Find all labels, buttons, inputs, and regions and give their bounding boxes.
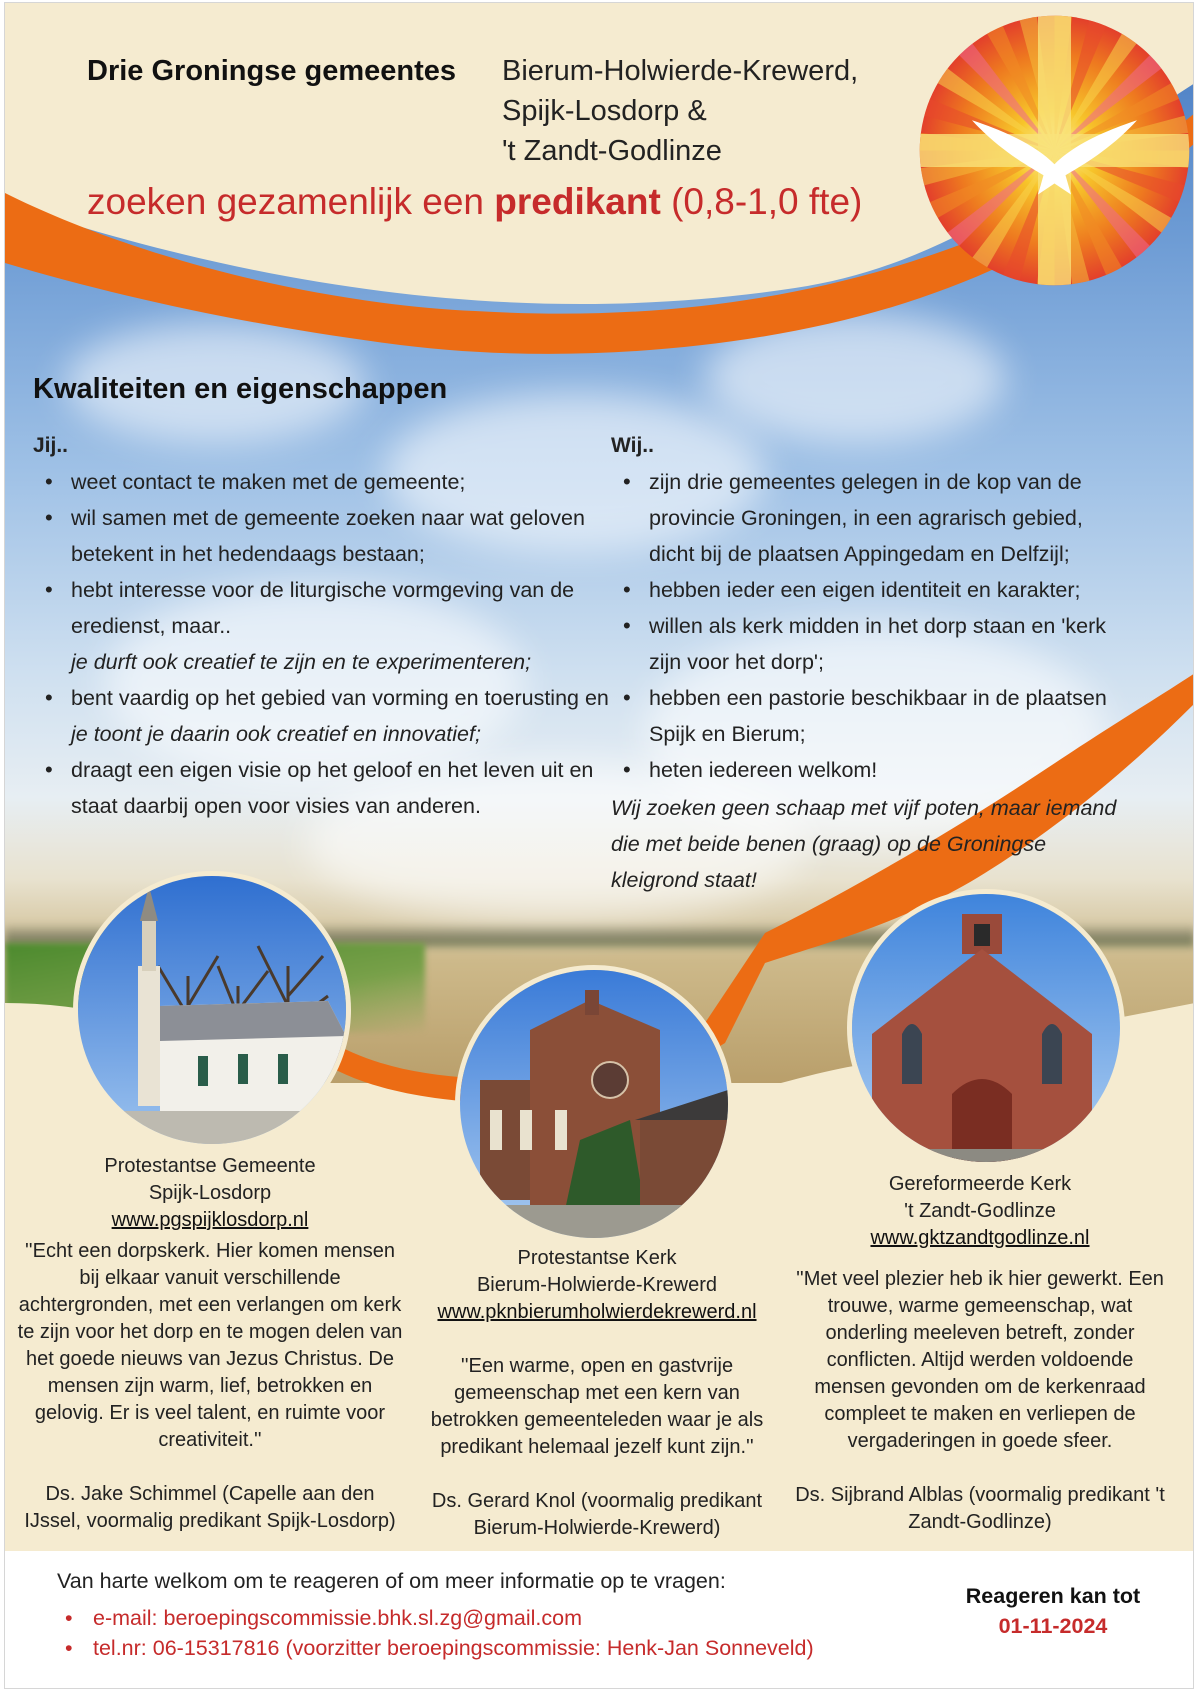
headline-bold: predikant <box>494 181 661 222</box>
qualities-title: Kwaliteiten en eigenschappen <box>33 373 448 405</box>
contact-email[interactable]: • e-mail: beroepingscommissie.bhk.sl.zg@gmail.com <box>63 1603 814 1633</box>
church-photo-spijk <box>73 871 351 1149</box>
you-list-cont <box>33 680 613 716</box>
footer <box>5 1551 1194 1689</box>
church-name-line2: 't Zandt-Godlinze <box>904 1200 1056 1222</box>
church-block-zandt <box>795 1171 1165 1536</box>
header-congregation-2: Spijk-Losdorp & <box>502 95 707 127</box>
headline-end: (0,8-1,0 fte) <box>660 181 863 222</box>
church-website-link[interactable]: www.gktzandtgodlinze.nl <box>870 1227 1090 1249</box>
pkn-dove-cross-logo-icon <box>917 13 1192 288</box>
church-block-spijk <box>15 1153 405 1535</box>
list-item: • hebben ieder een eigen identiteit en karakter; <box>611 572 1131 608</box>
header-intro: Drie Groningse gemeentes <box>87 55 457 87</box>
church-quote: ''Echt een dorpskerk. Hier komen mensen bij elkaar vanuit verschillende achtergronden, met een verlangen om kerk te zijn voor het dorp en te mogen delen van het goede nieuws van Jezus Christus. De mensen zijn warm, lief, betrokken en gelovig. Er is veel talent, en ruimte voor creativiteit.'' <box>17 1240 403 1451</box>
church-quote-author: Ds. Sijbrand Alblas (voormalig predikant 't Zandt-Godlinze) <box>795 1484 1165 1533</box>
church-block-bierum <box>412 1245 782 1542</box>
contact-list <box>63 1603 814 1663</box>
you-column <box>33 428 613 824</box>
church-website-link[interactable]: www.pgspijklosdorp.nl <box>111 1209 309 1231</box>
church-quote: ''Met veel plezier heb ik hier gewerkt. Een trouwe, warme gemeenschap, wat onderling meeleven betreft, zonder conflicten. Altijd werden voldoende mensen gevonden om de kerkenraad compleet te maken en verliepen de vergaderingen in goede sfeer. <box>796 1268 1164 1452</box>
headline-start: zoeken gezamenlijk een <box>87 181 495 222</box>
you-list <box>33 464 613 644</box>
flyer-page <box>4 2 1194 1689</box>
headline <box>87 181 862 223</box>
contact-phone[interactable]: • tel.nr: 06-15317816 (voorzitter beroepingscommissie: Henk-Jan Sonneveld) <box>63 1633 814 1663</box>
we-lead: Wij.. <box>611 434 654 457</box>
list-item: • zijn drie gemeentes gelegen in de kop van de provincie Groningen, in een agrarisch gebied, dicht bij de plaatsen Appingedam en Delfzijl; <box>611 464 1131 572</box>
header-congregation-1: Bierum-Holwierde-Krewerd, <box>502 55 859 87</box>
list-item: • heten iedereen welkom! <box>611 752 1131 788</box>
church-quote-author: Ds. Jake Schimmel (Capelle aan den IJssel, voormalig predikant Spijk-Losdorp) <box>24 1483 396 1532</box>
church-name-line1: Protestantse Kerk <box>517 1247 677 1269</box>
list-item: • hebt interesse voor de liturgische vormgeving van de eredienst, maar.. <box>33 572 613 644</box>
church-quote-author: Ds. Gerard Knol (voormalig predikant Bierum-Holwierde-Krewerd) <box>431 1490 763 1539</box>
closing-statement: Wij zoeken geen schaap met vijf poten, maar iemand die met beide benen (graag) op de Groningse kleigrond staat! <box>611 796 1117 892</box>
italic-note: je toont je daarin ook creatief en innovatief; <box>71 722 481 746</box>
church-website-link[interactable]: www.pknbierumholwierdekrewerd.nl <box>437 1301 757 1323</box>
footer-intro: Van harte welkom om te reageren of om meer informatie op te vragen: <box>57 1569 726 1593</box>
you-list-end <box>33 752 613 824</box>
italic-note: je durft ook creatief te zijn en te experimenteren; <box>71 650 532 674</box>
church-name-line2: Spijk-Losdorp <box>148 1182 272 1204</box>
deadline-date: 01-11-2024 <box>998 1614 1108 1638</box>
church-quote: ''Een warme, open en gastvrije gemeenschap met een kern van betrokken gemeenteleden waar je als predikant helemaal jezelf kunt zijn.'' <box>430 1355 764 1458</box>
church-photo-bierum <box>455 965 733 1243</box>
church-name-line1: Protestantse Gemeente <box>104 1155 316 1177</box>
we-column <box>611 428 1131 898</box>
church-name-line1: Gereformeerde Kerk <box>888 1173 1072 1195</box>
list-item: • draagt een eigen visie op het geloof en het leven uit en staat daarbij open voor visies van anderen. <box>33 752 613 824</box>
deadline-label: Reageren kan tot <box>965 1584 1141 1608</box>
church-name-line2: Bierum-Holwierde-Krewerd <box>476 1274 718 1296</box>
we-list <box>611 464 1131 788</box>
you-lead: Jij.. <box>33 434 69 457</box>
header-congregation-3: 't Zandt-Godlinze <box>502 135 722 167</box>
church-photo-zandt <box>847 889 1125 1167</box>
list-item: • bent vaardig op het gebied van vorming en toerusting en <box>33 680 613 716</box>
list-item: • wil samen met de gemeente zoeken naar wat geloven betekent in het hedendaags bestaan; <box>33 500 613 572</box>
list-item: • hebben een pastorie beschikbaar in de plaatsen Spijk en Bierum; <box>611 680 1131 752</box>
deadline-box <box>943 1581 1163 1641</box>
list-item: • willen als kerk midden in het dorp staan en 'kerk zijn voor het dorp'; <box>611 608 1131 680</box>
list-item: • weet contact te maken met de gemeente; <box>33 464 613 500</box>
